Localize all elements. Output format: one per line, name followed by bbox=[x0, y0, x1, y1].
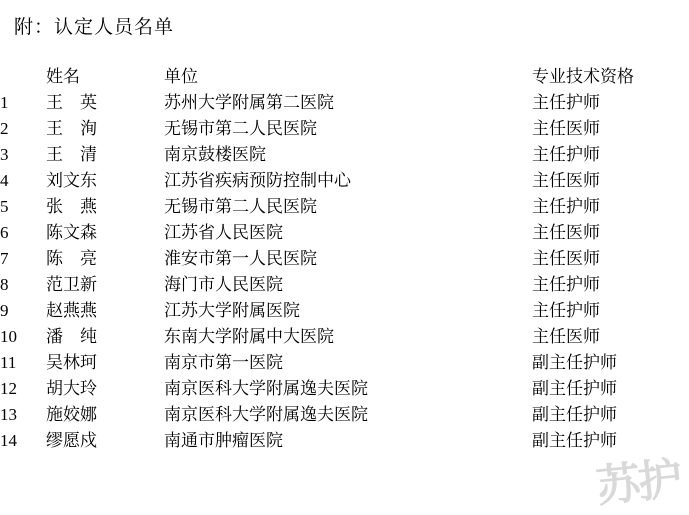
table-row bbox=[0, 220, 689, 246]
cell-title: 副主任护师 bbox=[532, 379, 617, 398]
column-header-name: 姓名 bbox=[46, 67, 80, 86]
cell-org: 南通市肿瘤医院 bbox=[164, 431, 283, 450]
cell-title: 主任医师 bbox=[532, 171, 600, 190]
cell-index: 13 bbox=[0, 405, 17, 424]
cell-org: 无锡市第二人民医院 bbox=[164, 197, 317, 216]
cell-name: 王 英 bbox=[46, 93, 97, 112]
roster-table bbox=[0, 64, 689, 454]
cell-index: 4 bbox=[0, 171, 9, 190]
cell-name: 范卫新 bbox=[46, 275, 97, 294]
page-title: 附：认定人员名单 bbox=[14, 17, 175, 38]
cell-name: 王 清 bbox=[46, 145, 97, 164]
cell-title: 主任医师 bbox=[532, 327, 600, 346]
cell-org: 淮安市第一人民医院 bbox=[164, 249, 317, 268]
cell-title: 主任护师 bbox=[532, 197, 600, 216]
table-row bbox=[0, 428, 689, 454]
column-header-org: 单位 bbox=[164, 67, 198, 86]
table-row bbox=[0, 194, 689, 220]
column-header-index bbox=[0, 64, 46, 90]
cell-index: 7 bbox=[0, 249, 9, 268]
cell-index: 9 bbox=[0, 301, 9, 320]
cell-name: 张 燕 bbox=[46, 197, 97, 216]
table-row bbox=[0, 168, 689, 194]
cell-title: 主任护师 bbox=[532, 145, 600, 164]
table-header-row bbox=[0, 64, 689, 90]
cell-title: 主任护师 bbox=[532, 93, 600, 112]
cell-org: 南京医科大学附属逸夫医院 bbox=[164, 379, 368, 398]
watermark: 苏护 bbox=[594, 454, 683, 512]
cell-org: 东南大学附属中大医院 bbox=[164, 327, 334, 346]
roster-table-container bbox=[0, 64, 689, 454]
cell-index: 2 bbox=[0, 119, 9, 138]
cell-index: 1 bbox=[0, 93, 9, 112]
table-row bbox=[0, 376, 689, 402]
table-row bbox=[0, 272, 689, 298]
cell-org: 江苏大学附属医院 bbox=[164, 301, 300, 320]
table-row bbox=[0, 90, 689, 116]
cell-title: 主任医师 bbox=[532, 223, 600, 242]
cell-name: 赵燕燕 bbox=[46, 301, 97, 320]
cell-org: 海门市人民医院 bbox=[164, 275, 283, 294]
table-row bbox=[0, 116, 689, 142]
column-header-title: 专业技术资格 bbox=[532, 67, 634, 86]
cell-title: 主任护师 bbox=[532, 275, 600, 294]
cell-org: 南京鼓楼医院 bbox=[164, 145, 266, 164]
table-row bbox=[0, 246, 689, 272]
cell-index: 5 bbox=[0, 197, 9, 216]
cell-org: 江苏省疾病预防控制中心 bbox=[164, 171, 351, 190]
cell-org: 苏州大学附属第二医院 bbox=[164, 93, 334, 112]
cell-index: 12 bbox=[0, 379, 17, 398]
cell-name: 潘 纯 bbox=[46, 327, 97, 346]
table-row bbox=[0, 142, 689, 168]
cell-name: 缪愿戍 bbox=[46, 431, 97, 450]
cell-title: 副主任护师 bbox=[532, 431, 617, 450]
cell-name: 施姣娜 bbox=[46, 405, 97, 424]
cell-title: 主任医师 bbox=[532, 249, 600, 268]
cell-title: 主任护师 bbox=[532, 301, 600, 320]
cell-org: 江苏省人民医院 bbox=[164, 223, 283, 242]
cell-index: 10 bbox=[0, 327, 17, 346]
cell-name: 陈文森 bbox=[46, 223, 97, 242]
cell-org: 南京市第一医院 bbox=[164, 353, 283, 372]
table-row bbox=[0, 298, 689, 324]
table-row bbox=[0, 350, 689, 376]
table-row bbox=[0, 324, 689, 350]
cell-name: 陈 亮 bbox=[46, 249, 97, 268]
cell-org: 无锡市第二人民医院 bbox=[164, 119, 317, 138]
cell-name: 刘文东 bbox=[46, 171, 97, 190]
cell-name: 吴林珂 bbox=[46, 353, 97, 372]
cell-title: 主任医师 bbox=[532, 119, 600, 138]
cell-index: 6 bbox=[0, 223, 9, 242]
cell-index: 11 bbox=[0, 353, 17, 372]
cell-title: 副主任护师 bbox=[532, 405, 617, 424]
table-row bbox=[0, 402, 689, 428]
cell-org: 南京医科大学附属逸夫医院 bbox=[164, 405, 368, 424]
cell-name: 王 洵 bbox=[46, 119, 97, 138]
cell-name: 胡大玲 bbox=[46, 379, 97, 398]
cell-index: 14 bbox=[0, 431, 17, 450]
cell-index: 8 bbox=[0, 275, 9, 294]
cell-title: 副主任护师 bbox=[532, 353, 617, 372]
cell-index: 3 bbox=[0, 145, 9, 164]
